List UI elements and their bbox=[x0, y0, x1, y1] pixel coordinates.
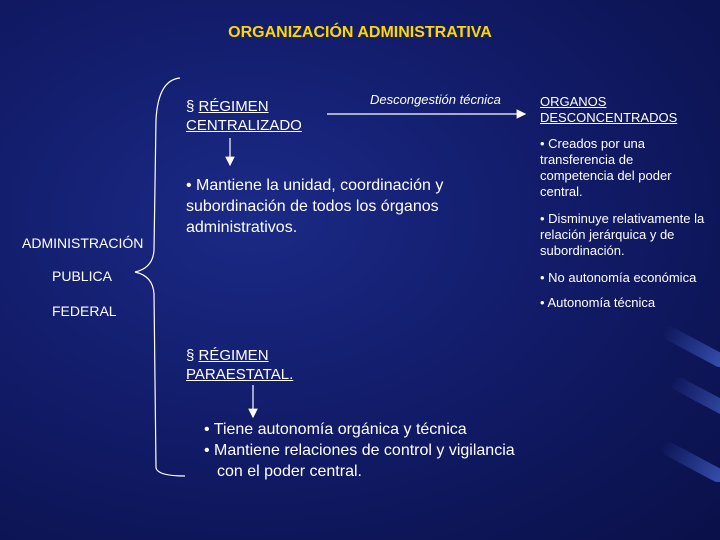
centralizado-description: • Mantiene la unidad, coordinación y subordinación de todos los órganos administrativos. bbox=[186, 177, 444, 236]
left-label-line2: PUBLICA bbox=[52, 268, 112, 284]
centralizado-label-line2: CENTRALIZADO bbox=[186, 117, 302, 134]
centralizado-label-line1: RÉGIMEN bbox=[198, 98, 269, 115]
paraestatal-item: con el poder central. bbox=[217, 463, 362, 480]
organos-heading bbox=[540, 94, 677, 126]
left-brace bbox=[135, 78, 185, 476]
paraestatal-label-line1: RÉGIMEN bbox=[198, 347, 269, 364]
paraestatal-heading bbox=[186, 346, 293, 384]
organos-label-line2: DESCONCENTRADOS bbox=[540, 110, 678, 125]
bullet-icon: § bbox=[186, 98, 195, 115]
organos-label-line1: ORGANOS bbox=[540, 94, 607, 109]
page-title: ORGANIZACIÓN ADMINISTRATIVA bbox=[228, 24, 492, 41]
paraestatal-item: • Tiene autonomía orgánica y técnica bbox=[204, 421, 467, 438]
organos-item: • Creados por una transferencia de competencia del poder central. bbox=[540, 136, 672, 199]
centralizado-heading bbox=[186, 97, 302, 135]
organos-item: • Disminuye relativamente la relación jerárquica y de subordinación. bbox=[540, 211, 705, 258]
organos-item: • No autonomía económica bbox=[540, 270, 697, 285]
left-label-line1: ADMINISTRACIÓN bbox=[22, 235, 144, 251]
descongestion-label: Descongestión técnica bbox=[370, 92, 501, 107]
organos-item: • Autonomía técnica bbox=[540, 295, 656, 310]
left-label-line3: FEDERAL bbox=[52, 303, 117, 319]
paraestatal-item: • Mantiene relaciones de control y vigilancia bbox=[204, 442, 515, 459]
bullet-icon: § bbox=[186, 347, 195, 364]
paraestatal-label-line2: PARAESTATAL. bbox=[186, 366, 294, 383]
